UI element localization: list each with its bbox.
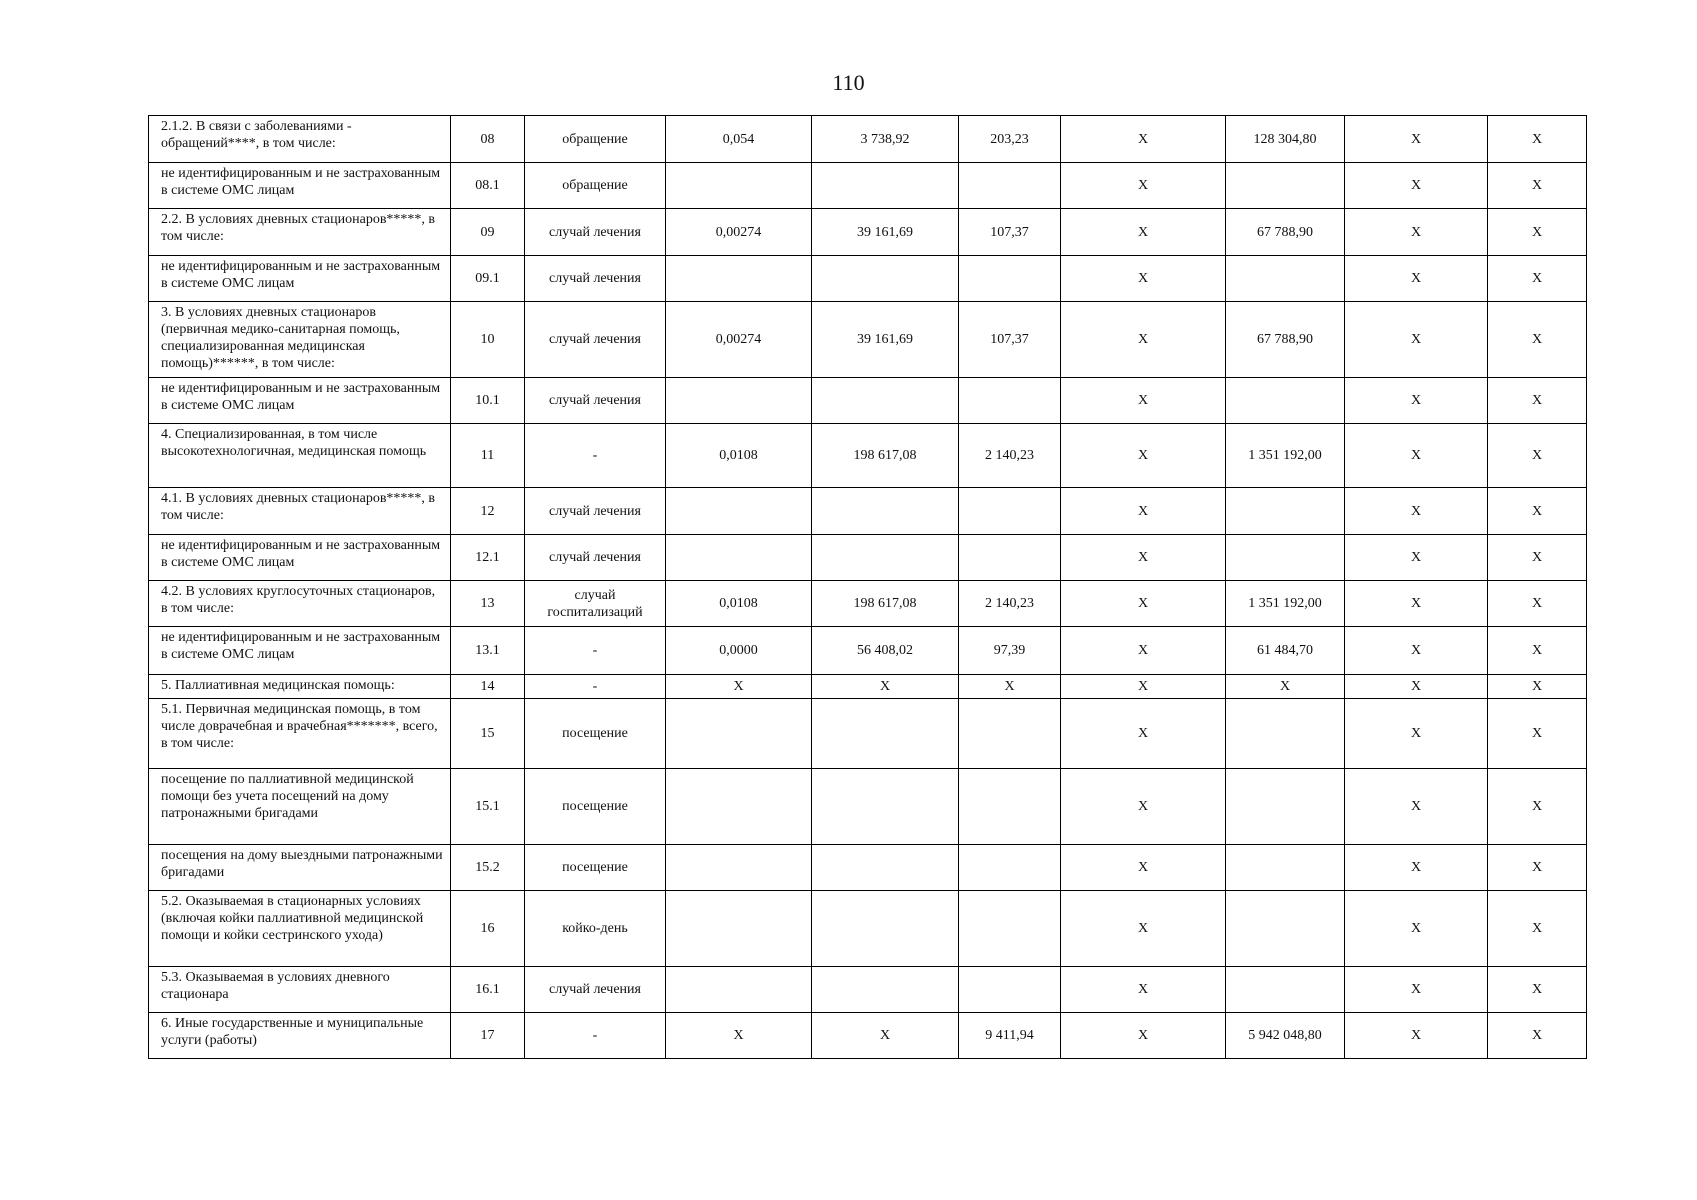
value-cell-c9: X [1345, 163, 1488, 209]
value-cell-c9: X [1345, 891, 1488, 967]
row-code-cell: 09 [451, 209, 525, 256]
row-name-cell: посещение по паллиативной медицинской помощи без учета посещений на дому патронажными бригадами [149, 769, 451, 845]
row-name-cell: 2.1.2. В связи с заболеваниями - обращений****, в том числе: [149, 116, 451, 163]
value-cell-c4 [666, 891, 812, 967]
value-cell-c10: X [1488, 488, 1587, 535]
table-row [149, 891, 1587, 967]
value-cell-c9: X [1345, 256, 1488, 302]
table-row [149, 488, 1587, 535]
value-cell-c4 [666, 163, 812, 209]
value-cell-c6 [959, 699, 1061, 769]
value-cell-c4 [666, 845, 812, 891]
value-cell-c7: X [1061, 209, 1226, 256]
row-code-cell: 13 [451, 581, 525, 627]
row-unit-cell: посещение [525, 769, 666, 845]
value-cell-c9: X [1345, 1013, 1488, 1059]
row-name-cell: посещения на дому выездными патронажными бригадами [149, 845, 451, 891]
value-cell-c4: X [666, 1013, 812, 1059]
value-cell-c7: X [1061, 1013, 1226, 1059]
table-row [149, 163, 1587, 209]
value-cell-c7: X [1061, 627, 1226, 675]
value-cell-c5 [812, 967, 959, 1013]
row-name-cell: 3. В условиях дневных стационаров (первичная медико-санитарная помощь, специализированная медицинская помощь)******, в том числе: [149, 302, 451, 378]
value-cell-c8 [1226, 535, 1345, 581]
row-unit-cell: - [525, 675, 666, 699]
value-cell-c8: 67 788,90 [1226, 302, 1345, 378]
row-name-cell: 4. Специализированная, в том числе высокотехнологичная, медицинская помощь [149, 424, 451, 488]
row-code-cell: 17 [451, 1013, 525, 1059]
row-unit-cell: случай лечения [525, 256, 666, 302]
value-cell-c10: X [1488, 845, 1587, 891]
row-unit-cell: обращение [525, 116, 666, 163]
value-cell-c8 [1226, 967, 1345, 1013]
row-code-cell: 13.1 [451, 627, 525, 675]
value-cell-c4: 0,0108 [666, 581, 812, 627]
value-cell-c5 [812, 378, 959, 424]
value-cell-c5: 39 161,69 [812, 209, 959, 256]
value-cell-c4: 0,00274 [666, 209, 812, 256]
row-code-cell: 08.1 [451, 163, 525, 209]
row-code-cell: 16 [451, 891, 525, 967]
table-row [149, 675, 1587, 699]
table-row [149, 581, 1587, 627]
row-name-cell: не идентифицированным и не застрахованным в системе ОМС лицам [149, 163, 451, 209]
value-cell-c6 [959, 378, 1061, 424]
value-cell-c10: X [1488, 967, 1587, 1013]
value-cell-c8 [1226, 488, 1345, 535]
value-cell-c9: X [1345, 581, 1488, 627]
value-cell-c8 [1226, 378, 1345, 424]
row-unit-cell: случай лечения [525, 967, 666, 1013]
value-cell-c6: X [959, 675, 1061, 699]
value-cell-c7: X [1061, 769, 1226, 845]
page-number: 110 [832, 70, 865, 95]
value-cell-c7: X [1061, 378, 1226, 424]
value-cell-c6 [959, 163, 1061, 209]
row-unit-cell: случай госпитализаций [525, 581, 666, 627]
table-body [149, 116, 1587, 1059]
value-cell-c5: X [812, 1013, 959, 1059]
value-cell-c7: X [1061, 256, 1226, 302]
value-cell-c9: X [1345, 845, 1488, 891]
value-cell-c8 [1226, 891, 1345, 967]
value-cell-c4 [666, 378, 812, 424]
value-cell-c10: X [1488, 116, 1587, 163]
value-cell-c4 [666, 967, 812, 1013]
row-unit-cell: случай лечения [525, 488, 666, 535]
value-cell-c4 [666, 256, 812, 302]
value-cell-c8: 1 351 192,00 [1226, 581, 1345, 627]
value-cell-c10: X [1488, 302, 1587, 378]
row-code-cell: 14 [451, 675, 525, 699]
value-cell-c10: X [1488, 535, 1587, 581]
value-cell-c6 [959, 891, 1061, 967]
value-cell-c7: X [1061, 891, 1226, 967]
table-row [149, 1013, 1587, 1059]
value-cell-c10: X [1488, 209, 1587, 256]
table-row [149, 699, 1587, 769]
value-cell-c5 [812, 488, 959, 535]
value-cell-c8 [1226, 769, 1345, 845]
row-name-cell: 6. Иные государственные и муниципальные услуги (работы) [149, 1013, 451, 1059]
table-row [149, 424, 1587, 488]
value-cell-c7: X [1061, 675, 1226, 699]
row-unit-cell: - [525, 424, 666, 488]
value-cell-c9: X [1345, 209, 1488, 256]
table-row [149, 769, 1587, 845]
value-cell-c6: 9 411,94 [959, 1013, 1061, 1059]
value-cell-c10: X [1488, 675, 1587, 699]
table-row [149, 302, 1587, 378]
value-cell-c10: X [1488, 699, 1587, 769]
row-name-cell: 4.2. В условиях круглосуточных стационаров, в том числе: [149, 581, 451, 627]
value-cell-c7: X [1061, 699, 1226, 769]
value-cell-c5: X [812, 675, 959, 699]
row-code-cell: 12.1 [451, 535, 525, 581]
row-name-cell: не идентифицированным и не застрахованным в системе ОМС лицам [149, 256, 451, 302]
value-cell-c9: X [1345, 302, 1488, 378]
row-unit-cell: случай лечения [525, 535, 666, 581]
value-cell-c5 [812, 891, 959, 967]
value-cell-c7: X [1061, 581, 1226, 627]
row-code-cell: 15.1 [451, 769, 525, 845]
value-cell-c5 [812, 535, 959, 581]
value-cell-c9: X [1345, 627, 1488, 675]
value-cell-c4 [666, 699, 812, 769]
value-cell-c10: X [1488, 769, 1587, 845]
row-unit-cell: посещение [525, 845, 666, 891]
value-cell-c6: 107,37 [959, 209, 1061, 256]
value-cell-c4: X [666, 675, 812, 699]
row-name-cell: 5.2. Оказываемая в стационарных условиях (включая койки паллиативной медицинской помощи и койки сестринского ухода) [149, 891, 451, 967]
value-cell-c5: 198 617,08 [812, 424, 959, 488]
table-row [149, 209, 1587, 256]
value-cell-c10: X [1488, 1013, 1587, 1059]
row-name-cell: 4.1. В условиях дневных стационаров*****, в том числе: [149, 488, 451, 535]
value-cell-c9: X [1345, 967, 1488, 1013]
value-cell-c10: X [1488, 424, 1587, 488]
value-cell-c9: X [1345, 699, 1488, 769]
value-cell-c7: X [1061, 302, 1226, 378]
value-cell-c4: 0,0108 [666, 424, 812, 488]
value-cell-c5: 39 161,69 [812, 302, 959, 378]
value-cell-c6 [959, 488, 1061, 535]
value-cell-c5 [812, 769, 959, 845]
value-cell-c4 [666, 769, 812, 845]
value-cell-c8: 67 788,90 [1226, 209, 1345, 256]
row-unit-cell: случай лечения [525, 378, 666, 424]
row-name-cell: 5.3. Оказываемая в условиях дневного стационара [149, 967, 451, 1013]
value-cell-c6 [959, 535, 1061, 581]
value-cell-c8: 1 351 192,00 [1226, 424, 1345, 488]
value-cell-c6: 97,39 [959, 627, 1061, 675]
table-row [149, 535, 1587, 581]
value-cell-c7: X [1061, 424, 1226, 488]
value-cell-c9: X [1345, 488, 1488, 535]
value-cell-c5 [812, 845, 959, 891]
row-code-cell: 15 [451, 699, 525, 769]
value-cell-c8 [1226, 163, 1345, 209]
value-cell-c10: X [1488, 256, 1587, 302]
value-cell-c10: X [1488, 581, 1587, 627]
row-unit-cell: посещение [525, 699, 666, 769]
row-code-cell: 16.1 [451, 967, 525, 1013]
value-cell-c4: 0,00274 [666, 302, 812, 378]
value-cell-c8 [1226, 845, 1345, 891]
value-cell-c8: 128 304,80 [1226, 116, 1345, 163]
table-row [149, 116, 1587, 163]
value-cell-c6 [959, 256, 1061, 302]
table-row [149, 845, 1587, 891]
value-cell-c6 [959, 845, 1061, 891]
row-name-cell: не идентифицированным и не застрахованным в системе ОМС лицам [149, 627, 451, 675]
row-unit-cell: койко-день [525, 891, 666, 967]
value-cell-c9: X [1345, 378, 1488, 424]
value-cell-c6: 2 140,23 [959, 581, 1061, 627]
value-cell-c4: 0,054 [666, 116, 812, 163]
value-cell-c9: X [1345, 675, 1488, 699]
value-cell-c7: X [1061, 163, 1226, 209]
row-unit-cell: случай лечения [525, 209, 666, 256]
value-cell-c8 [1226, 699, 1345, 769]
table-row [149, 967, 1587, 1013]
value-cell-c4 [666, 535, 812, 581]
value-cell-c5: 198 617,08 [812, 581, 959, 627]
value-cell-c7: X [1061, 116, 1226, 163]
value-cell-c4: 0,0000 [666, 627, 812, 675]
value-cell-c5 [812, 163, 959, 209]
value-cell-c10: X [1488, 891, 1587, 967]
value-cell-c9: X [1345, 116, 1488, 163]
row-unit-cell: обращение [525, 163, 666, 209]
value-cell-c7: X [1061, 845, 1226, 891]
value-cell-c7: X [1061, 967, 1226, 1013]
value-cell-c10: X [1488, 378, 1587, 424]
value-cell-c8 [1226, 256, 1345, 302]
row-name-cell: не идентифицированным и не застрахованным в системе ОМС лицам [149, 535, 451, 581]
row-name-cell: 2.2. В условиях дневных стационаров*****, в том числе: [149, 209, 451, 256]
value-cell-c9: X [1345, 424, 1488, 488]
row-unit-cell: - [525, 627, 666, 675]
value-cell-c6: 203,23 [959, 116, 1061, 163]
table-row [149, 256, 1587, 302]
value-cell-c10: X [1488, 163, 1587, 209]
value-cell-c8: 5 942 048,80 [1226, 1013, 1345, 1059]
value-cell-c8: 61 484,70 [1226, 627, 1345, 675]
row-code-cell: 08 [451, 116, 525, 163]
value-cell-c4 [666, 488, 812, 535]
data-table [148, 115, 1587, 1059]
row-name-cell: 5.1. Первичная медицинская помощь, в том числе доврачебная и врачебная*******, всего, в том числе: [149, 699, 451, 769]
row-unit-cell: случай лечения [525, 302, 666, 378]
value-cell-c6 [959, 967, 1061, 1013]
value-cell-c6 [959, 769, 1061, 845]
row-code-cell: 10.1 [451, 378, 525, 424]
table-row [149, 627, 1587, 675]
value-cell-c8: X [1226, 675, 1345, 699]
value-cell-c7: X [1061, 488, 1226, 535]
row-unit-cell: - [525, 1013, 666, 1059]
value-cell-c6: 107,37 [959, 302, 1061, 378]
value-cell-c7: X [1061, 535, 1226, 581]
row-name-cell: не идентифицированным и не застрахованным в системе ОМС лицам [149, 378, 451, 424]
table-row [149, 378, 1587, 424]
row-code-cell: 10 [451, 302, 525, 378]
row-code-cell: 09.1 [451, 256, 525, 302]
value-cell-c5: 56 408,02 [812, 627, 959, 675]
row-name-cell: 5. Паллиативная медицинская помощь: [149, 675, 451, 699]
value-cell-c5: 3 738,92 [812, 116, 959, 163]
value-cell-c5 [812, 699, 959, 769]
row-code-cell: 12 [451, 488, 525, 535]
value-cell-c10: X [1488, 627, 1587, 675]
value-cell-c9: X [1345, 769, 1488, 845]
value-cell-c5 [812, 256, 959, 302]
value-cell-c9: X [1345, 535, 1488, 581]
row-code-cell: 15.2 [451, 845, 525, 891]
value-cell-c6: 2 140,23 [959, 424, 1061, 488]
row-code-cell: 11 [451, 424, 525, 488]
